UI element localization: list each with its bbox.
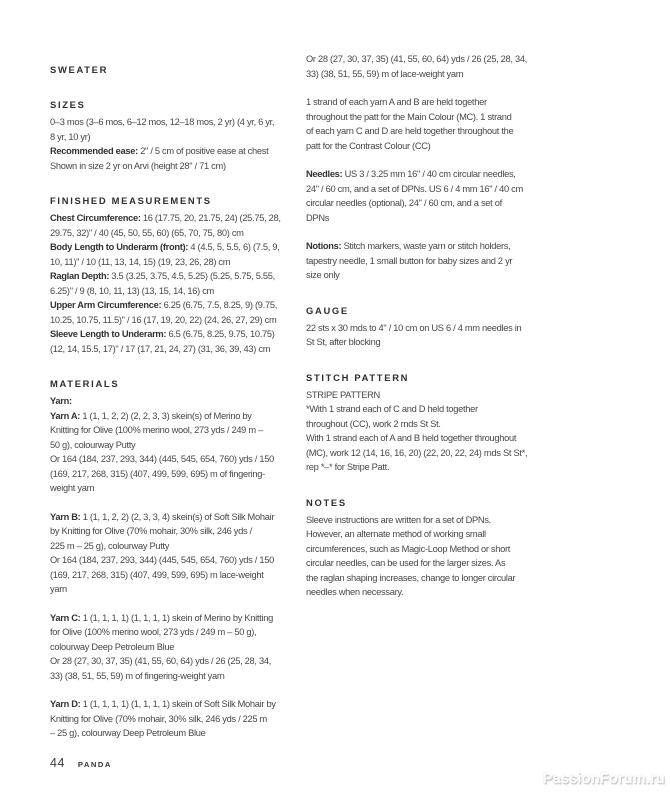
text-run: tapestry needle, 1 small button for baby sizes and 2 yr (306, 255, 513, 266)
bold-label: Yarn A: (50, 410, 81, 421)
text-line (50, 524, 302, 539)
text-run: 3.5 (3.25, 3.75, 4.5, 5.25) (5.25, 5.75, 5.55, (109, 271, 275, 281)
text-line (306, 321, 566, 336)
text-run: circular needles (optional), 24" / 60 cm, and a set of (306, 198, 502, 208)
heading-notes: NOTES (306, 496, 347, 508)
text-run: Or 164 (184, 237, 293, 344) (445, 545, 654, 760) yds / 150 (50, 454, 274, 464)
paragraph-stripe-pattern (306, 388, 566, 475)
text-line (306, 254, 566, 269)
text-line (50, 284, 302, 299)
paragraph-measurements (50, 211, 302, 356)
text-run: 0–3 mos (3–6 mos, 6–12 mos, 12–18 mos, 2 yr) (4 yr, 6 yr, (50, 117, 275, 127)
text-line (306, 513, 566, 528)
bold-label: Body Length to Underarm (front): (50, 242, 189, 252)
text-line (50, 130, 302, 145)
text-line (306, 446, 566, 461)
heading-sizes: SIZES (50, 99, 86, 110)
heading-gauge: GAUGE (306, 304, 349, 316)
text-run: 50 g), colourway Putty (50, 439, 136, 450)
text-run: 33) (38, 51, 55, 59) m of lace-weight yarn (306, 68, 464, 79)
text-run: Or 164 (184, 237, 293, 344) (445, 545, 654, 760) yds / 150 (50, 555, 274, 565)
text-run: of each yarn C and D are held together throughout the (306, 126, 514, 136)
text-line (50, 255, 302, 270)
text-line (306, 52, 566, 67)
text-run: (12, 14, 15.5, 17)" / 17 (17, 21, 24, 27) (31, 36, 39, 43) cm (50, 343, 271, 354)
text-line (50, 726, 302, 741)
text-line (50, 467, 302, 482)
text-line (306, 211, 566, 226)
text-line (50, 640, 302, 655)
text-line (306, 571, 566, 586)
paragraph-yarn-a (50, 409, 302, 496)
text-run: Shown in size 2 yr on Arvi (height 28" / 71 cm) (50, 160, 226, 171)
text-run: size only (306, 270, 340, 280)
text-line (50, 269, 302, 284)
bold-label: Yarn B: (50, 511, 81, 522)
text-run: 10.25, 10.75, 11.5)" / 16 (17, 19, 20, 22) (24, 26, 27, 29) cm (50, 314, 277, 325)
text-line (306, 402, 566, 417)
text-line (50, 240, 302, 255)
text-line (50, 298, 302, 313)
text-line (50, 568, 302, 583)
text-line (50, 327, 302, 342)
text-run: 6.25 (6.75, 7.5, 8.25, 9) (9.75, (161, 300, 277, 310)
text-run: 1 (1, 1, 1, 1) (1, 1, 1, 1) skein of Merino by Knitting (80, 612, 273, 623)
bold-label: Raglan Depth: (50, 271, 110, 281)
text-run: US 3 / 3.25 mm 16" / 40 cm circular needles, (342, 169, 516, 179)
text-line (306, 139, 566, 154)
text-line (306, 556, 566, 571)
text-run: 1 (1, 1, 1, 1) (1, 1, 1, 1) skein of Soft Silk Mohair by (80, 699, 276, 709)
bold-label: Notions: (306, 241, 342, 251)
text-line (306, 124, 566, 139)
text-line (50, 394, 302, 409)
text-run: circular needles, can be used for the larger sizes. As (306, 558, 506, 568)
text-line (306, 167, 566, 182)
text-line (306, 417, 566, 432)
paragraph-gauge-text (306, 321, 566, 350)
paragraph-needles (306, 167, 566, 225)
paragraph-yarn-d-alt (306, 52, 566, 81)
bold-label: Chest Circumference: (50, 213, 141, 223)
bold-label: Yarn D: (50, 699, 81, 709)
text-line (306, 527, 566, 542)
text-run: Knitting for Olive (70% mohair, 30% silk, 246 yds / 225 m (50, 713, 267, 724)
text-line (306, 460, 566, 475)
text-line (50, 625, 302, 640)
paragraph-yarn-d (50, 697, 302, 741)
text-run: rep *–* for Stripe Patt. (306, 462, 390, 472)
text-line (50, 409, 302, 424)
text-line (306, 431, 566, 446)
text-line (306, 95, 566, 110)
text-run: – 25 g), colourway Deep Petroleum Blue (50, 728, 206, 738)
text-run: circumferences, such as Magic-Loop Method or short (306, 543, 511, 554)
text-line (306, 268, 566, 283)
text-run: 33) (38, 51, 55, 59) m of fingering-weight yarn (50, 670, 225, 681)
text-line (50, 553, 302, 568)
text-run: 1 (1, 1, 2, 2) (2, 2, 3, 3) skein(s) of Merino by (80, 410, 252, 421)
text-line (306, 388, 566, 403)
bold-label: Yarn: (50, 396, 72, 406)
text-line (50, 115, 302, 130)
left-column (50, 62, 302, 741)
text-line (50, 438, 302, 453)
text-run: Sleeve instructions are written for a set of DPNs. (306, 514, 491, 525)
text-line (50, 144, 302, 159)
text-run: 24" / 60 cm, and a set of DPNs. US 6 / 4 mm 16" / 40 cm (306, 183, 523, 194)
paragraph-notes-text (306, 513, 566, 600)
paragraph-sizes-text (50, 115, 302, 173)
text-run: 16 (17.75, 20, 21.75, 24) (25.75, 28, (140, 213, 281, 223)
text-run: colourway Deep Petroleum Blue (50, 641, 175, 652)
text-line (50, 539, 302, 554)
text-line (50, 712, 302, 727)
bold-label: Sleeve Length to Underarm: (50, 329, 167, 339)
text-line (306, 110, 566, 125)
text-run: 10, 11)" / 10 (11, 13, 14, 15) (19, 23, 26, 28) cm (50, 256, 231, 267)
text-run: 2" / 5 cm of positive ease at chest (137, 146, 269, 156)
text-run: Or 28 (27, 30, 37, 35) (41, 55, 60, 64) yds / 26 (25, 28, 34, (50, 656, 271, 666)
text-run: the raglan shaping increases, change to longer circular (306, 572, 516, 583)
paragraph-strand-note (306, 95, 566, 153)
bold-label: Recommended ease: (50, 146, 138, 156)
text-line (50, 159, 302, 174)
text-line (306, 335, 566, 350)
right-column (306, 52, 566, 600)
paragraph-notions (306, 239, 566, 283)
text-run: Knitting for Olive (100% merino wool, 273 yds / 249 m – (50, 425, 263, 435)
page-footer (50, 756, 112, 770)
text-run: (169, 217, 268, 315) (407, 499, 599, 695) m of fingering- (50, 468, 265, 479)
heading-finished-measurements: FINISHED MEASUREMENTS (50, 195, 212, 206)
heading-materials: MATERIALS (50, 378, 120, 389)
text-run: 1 (1, 1, 2, 2) (2, 3, 3, 4) skein(s) of Soft Silk Mohair (80, 511, 275, 522)
text-line (306, 196, 566, 211)
text-line (50, 423, 302, 438)
text-line (50, 697, 302, 712)
text-run: throughout the patt for the Main Colour (MC). 1 strand (306, 111, 512, 122)
text-run: DPNs (306, 212, 330, 223)
text-line (50, 669, 302, 684)
paragraph-yarn-b (50, 510, 302, 597)
text-run: *With 1 strand each of C and D held together (306, 404, 478, 414)
text-line (50, 654, 302, 669)
text-run: 4 (4.5, 5, 5.5, 6) (7.5, 9, (188, 242, 280, 252)
text-run: Or 28 (27, 30, 37, 35) (41, 55, 60, 64) yds / 26 (25, 28, 34, (306, 54, 527, 64)
paragraph-yarn-c (50, 611, 302, 684)
text-run: throughout (CC), work 2 rnds St St. (306, 418, 441, 429)
bold-label: Yarn C: (50, 612, 81, 623)
text-line (306, 585, 566, 600)
text-line (50, 510, 302, 525)
text-run: 22 sts x 30 rnds to 4" / 10 cm on US 6 / 4 mm needles in (306, 322, 522, 333)
text-run: 8 yr, 10 yr) (50, 131, 91, 142)
text-line (50, 611, 302, 626)
text-run: STRIPE PATTERN (306, 389, 380, 400)
heading-sweater: SWEATER (50, 64, 109, 75)
text-run: patt for the Contrast Colour (CC) (306, 140, 431, 151)
text-run: 1 strand of each yarn A and B are held together (306, 97, 487, 107)
text-run: for Olive (100% merino wool, 273 yds / 249 m – 50 g), (50, 627, 257, 637)
text-run: Stitch markers, waste yarn or stitch holders, (341, 241, 511, 251)
text-line (306, 182, 566, 197)
text-line (50, 226, 302, 241)
text-line (50, 211, 302, 226)
text-line (306, 67, 566, 82)
text-run: St St, after blocking (306, 337, 381, 347)
text-run: by Knitting for Olive (70% mohair, 30% silk, 246 yds / (50, 526, 252, 536)
text-run: (169, 217, 268, 315) (407, 499, 599, 695) m lace-weight (50, 569, 264, 580)
text-line (50, 342, 302, 357)
text-run: (MC), work 12 (14, 16, 16, 20) (22, 20, 22, 24) rnds St St*, (306, 447, 528, 458)
text-run: 6.25)" / 9 (8, 10, 11, 13) (13, 15, 14, 16) cm (50, 285, 214, 296)
text-run: weight yarn (50, 483, 95, 493)
text-run: 6.5 (6.75, 8.25, 9.75, 10.75) (166, 329, 275, 339)
text-line (50, 582, 302, 597)
text-line (306, 239, 566, 254)
bold-label: Needles: (306, 169, 343, 179)
text-run: However, an alternate method of working small (306, 529, 486, 539)
text-line (50, 452, 302, 467)
watermark: PassionForum.ru (542, 771, 665, 787)
paragraph-yarn-label (50, 394, 302, 409)
text-run: yarn (50, 584, 67, 594)
text-run: 225 m – 25 g), colourway Putty (50, 540, 170, 551)
page-number: 44 (50, 756, 65, 770)
text-line (50, 313, 302, 328)
bold-label: Upper Arm Circumference: (50, 300, 162, 310)
text-line (306, 542, 566, 557)
footer-brand: PANDA (77, 760, 112, 769)
text-line (50, 481, 302, 496)
text-run: With 1 strand each of A and B held together throughout (306, 433, 517, 443)
heading-stitch-pattern: STITCH PATTERN (306, 371, 410, 383)
text-run: needles when necessary. (306, 587, 404, 597)
text-run: 29.75, 32)" / 40 (45, 50, 55, 60) (65, 70, 75, 80) cm (50, 227, 244, 238)
